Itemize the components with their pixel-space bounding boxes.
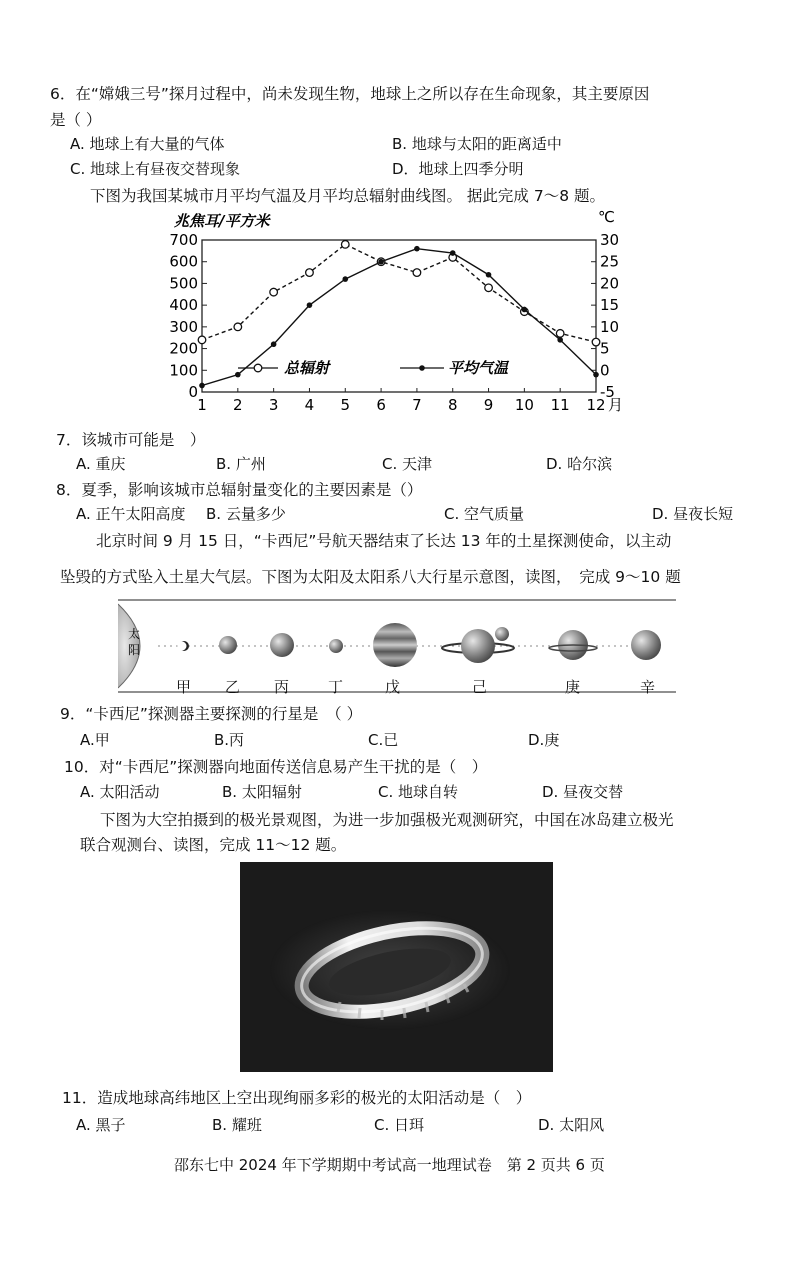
q8-option-d: D. 昼夜长短	[652, 505, 734, 523]
series-2-point	[414, 246, 420, 252]
y-left-axis-title: 兆焦耳/平方米	[174, 212, 270, 230]
y-left-tick-label: 700	[169, 231, 198, 249]
uranus-icon	[549, 630, 597, 660]
series-2-point	[593, 372, 599, 378]
y-left-tick-label: 400	[169, 296, 198, 315]
q10-option-b: B. 太阳辐射	[222, 783, 302, 801]
y-left-tick-label: 500	[169, 274, 198, 293]
x-tick-label: 5	[340, 396, 351, 414]
y-right-tick-label: 0	[600, 361, 610, 380]
intro-7-8: 下图为我国某城市月平均气温及月平均总辐射曲线图。 据此完成 7～8 题。	[90, 187, 606, 205]
series-1-point	[413, 269, 421, 277]
q6-option-c: C. 地球上有昼夜交替现象	[70, 160, 241, 178]
y-left-tick-label: 0	[188, 383, 198, 401]
series-1-point	[556, 330, 564, 338]
q6-option-a: A. 地球上有大量的气体	[70, 135, 225, 153]
q8-option-b: B. 云量多少	[206, 505, 286, 523]
q9-option-c: C.已	[368, 731, 399, 749]
q6-option-b: B. 地球与太阳的距离适中	[392, 135, 562, 153]
venus-icon	[219, 636, 237, 654]
intro-11-12-line1: 下图为大空拍摄到的极光景观图，为进一步加强极光观测研究，中国在冰岛建立极光	[100, 811, 674, 829]
intro-11-12-line2: 联合观测台、读图，完成 11～12 题。	[80, 836, 347, 854]
series-2-point	[557, 337, 563, 343]
q8-option-c: C. 空气质量	[444, 505, 525, 523]
series-1-point	[592, 338, 600, 346]
saturn-icon	[442, 627, 514, 663]
q9-option-d: D.庚	[528, 731, 560, 749]
x-tick-label: 11	[550, 396, 570, 414]
series-2-point	[378, 259, 384, 265]
series-1-point	[485, 284, 493, 292]
y-right-tick-label: 10	[600, 317, 620, 336]
series-2-point	[450, 250, 456, 256]
series-2-point	[522, 307, 528, 313]
q9-stem: 9．“卡西尼”探测器主要探测的行星是 （ ）	[60, 705, 363, 723]
series-2-point	[342, 276, 348, 282]
q7-option-c: C. 天津	[382, 455, 433, 473]
planet-label-jia: 甲	[176, 678, 192, 696]
planet-label-ji: 己	[472, 678, 488, 696]
series-1-point	[306, 269, 314, 277]
x-tick-label: 10	[514, 396, 534, 414]
q11-option-a: A. 黑子	[76, 1116, 126, 1134]
q11-option-b: B. 耀班	[212, 1116, 262, 1134]
x-tick-label: 7	[412, 396, 422, 414]
planet-label-bing: 丙	[274, 678, 290, 696]
y-right-tick-label: 15	[600, 296, 620, 315]
y-right-axis-title: ℃	[598, 208, 615, 226]
y-right-tick-label: 5	[600, 339, 610, 358]
climate-chart	[160, 208, 630, 424]
y-left-tick-label: 600	[169, 252, 198, 271]
x-tick-label: 3	[268, 396, 279, 414]
q7-stem: 7．该城市可能是 ）	[56, 431, 206, 449]
jupiter-icon	[373, 623, 417, 667]
q7-option-a: A. 重庆	[76, 455, 126, 473]
series-2-point	[199, 383, 205, 389]
mars-icon	[329, 639, 343, 653]
legend-label-2: 平均气温	[448, 359, 509, 377]
planet-label-ding: 丁	[328, 678, 344, 696]
planet-label-geng: 庚	[565, 678, 581, 696]
neptune-icon	[631, 630, 661, 660]
q7-option-b: B. 广州	[216, 455, 266, 473]
q11-option-d: D. 太阳风	[538, 1116, 605, 1134]
x-tick-label: 12	[586, 396, 606, 414]
page-footer: 邵东七中 2024 年下学期期中考试高一地理试卷 第 2 页共 6 页	[174, 1156, 605, 1174]
intro-9-10-line2: 坠毁的方式坠入土星大气层。下图为太阳及太阳系八大行星示意图，读图， 完成 9～10 题	[60, 568, 681, 586]
legend-marker-2	[419, 365, 425, 371]
x-tick-label: 8	[447, 396, 458, 414]
q6-option-d: D．地球上四季分明	[392, 160, 524, 178]
series-1-point	[234, 323, 242, 331]
series-2-point	[307, 302, 313, 308]
series-1-point	[198, 336, 206, 344]
q8-stem: 8．夏季，影响该城市总辐射量变化的主要因素是（）	[56, 481, 423, 499]
q10-option-c: C. 地球自转	[378, 783, 459, 801]
x-tick-label: 9	[483, 396, 494, 414]
y-right-tick-label: 20	[600, 274, 620, 293]
planet-label-wu: 戊	[385, 678, 401, 696]
legend-label-1: 总辐射	[284, 359, 330, 377]
q11-stem: 11．造成地球高纬地区上空出现绚丽多彩的极光的太阳活动是（ ）	[62, 1089, 532, 1107]
x-tick-label: 2	[233, 396, 243, 414]
x-tick-label: 6	[376, 396, 386, 414]
y-left-tick-label: 100	[169, 361, 198, 380]
planet-label-yi: 乙	[225, 678, 241, 696]
series-1-point	[270, 288, 278, 296]
q7-option-d: D. 哈尔滨	[546, 455, 613, 473]
earth-icon	[270, 633, 294, 657]
planet-label-xin: 辛	[640, 678, 656, 696]
q10-option-d: D. 昼夜交替	[542, 783, 624, 801]
q6-stem-line2: 是（ ）	[50, 111, 102, 129]
x-tick-label: 1	[197, 396, 207, 414]
sun-label-1: 太	[127, 627, 141, 641]
y-left-tick-label: 300	[169, 317, 198, 336]
x-tick-label: 4	[304, 396, 315, 414]
mercury-icon	[178, 641, 190, 651]
q8-option-a: A. 正午太阳高度	[76, 505, 186, 523]
series-line-1	[202, 244, 596, 342]
q9-option-b: B.丙	[214, 731, 245, 749]
series-2-point	[486, 272, 492, 278]
aurora-photo	[240, 862, 553, 1072]
series-1-point	[341, 241, 349, 249]
intro-9-10-line1: 北京时间 9 月 15 日，“卡西尼”号航天器结束了长达 13 年的土星探测使命，以主动	[96, 532, 672, 550]
q10-stem: 10．对“卡西尼”探测器向地面传送信息易产生干扰的是（ ）	[64, 758, 488, 776]
series-2-point	[235, 372, 241, 378]
legend-marker-1	[254, 364, 262, 372]
x-unit-label: 月	[608, 396, 624, 414]
y-right-tick-label: 25	[600, 252, 620, 271]
q11-option-c: C. 日珥	[374, 1116, 425, 1134]
q10-option-a: A. 太阳活动	[80, 783, 160, 801]
q9-option-a: A.甲	[80, 731, 110, 749]
y-right-tick-label: -5	[600, 383, 615, 401]
q6-stem-line1: 6．在“嫦娥三号”探月过程中，尚未发现生物，地球上之所以存在生命现象，其主要原因	[50, 85, 650, 103]
sun-label-2: 阳	[127, 643, 141, 657]
y-right-tick-label: 30	[600, 231, 620, 249]
y-left-tick-label: 200	[169, 339, 198, 358]
series-2-point	[271, 341, 277, 347]
